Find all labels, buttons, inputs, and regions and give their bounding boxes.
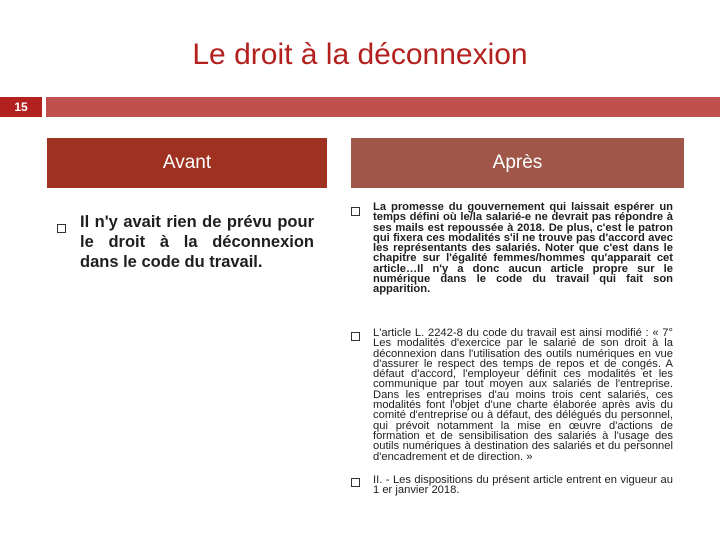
bullet-square-icon: [351, 332, 360, 341]
slide-number: 15: [0, 97, 42, 117]
right-bullet-text-2: L'article L. 2242-8 du code du travail est ainsi modifié : « 7° Les modalités d'exercice par le salarié de son droit à la déconnexion dans l'utilisation des outils numériques en vue d'assurer le respect des temps de repos et de congés. A défaut d'accord, l'employeur définit ces modalités et les communique par tout moyen aux salariés de l'entreprise. Dans les entreprises d'au moins trois cent salariés, ces modalités font l'objet d'une charte élaborée après avis du comité d'entreprise ou à défaut, des délégués du personnel, qui prévoit notamment la mise en œuvre d'actions de formation et de sensibilisation des salariés à l'usage des outils numériques à destination des salariés et du personnel d'encadrement et de direction. »: [373, 327, 673, 463]
left-bullet-text: Il n'y avait rien de prévu pour le droit à la déconnexion dans le code du travail.: [80, 213, 314, 271]
title-underline-bar: [46, 97, 720, 117]
right-bullet-text-1: La promesse du gouvernement qui laissait espérer un temps défini où le/la salarié-e ne devrait pas répondre à ses mails est repoussée à 2018. De plus, c'est le patron qui fixera ces modalités s'il ne trouve pas d'accord avec les représentants des salariés. Noter que c'est dans le chapitre sur l'égalité femmes/hommes qu'apparait cet article…Il n'y a donc aucun article propre sur le numérique dans le code du travail qui fait son apparition.: [373, 201, 673, 296]
slide-title: Le droit à la déconnexion: [192, 38, 528, 71]
bullet-square-icon: [351, 207, 360, 216]
column-header-avant: Avant: [47, 138, 327, 188]
bullet-square-icon: [57, 224, 66, 233]
column-header-apres: Après: [351, 138, 684, 188]
bullet-square-icon: [351, 478, 360, 487]
right-bullet-text-3: II. - Les dispositions du présent article entrent en vigueur au 1 er janvier 2018.: [373, 474, 673, 497]
